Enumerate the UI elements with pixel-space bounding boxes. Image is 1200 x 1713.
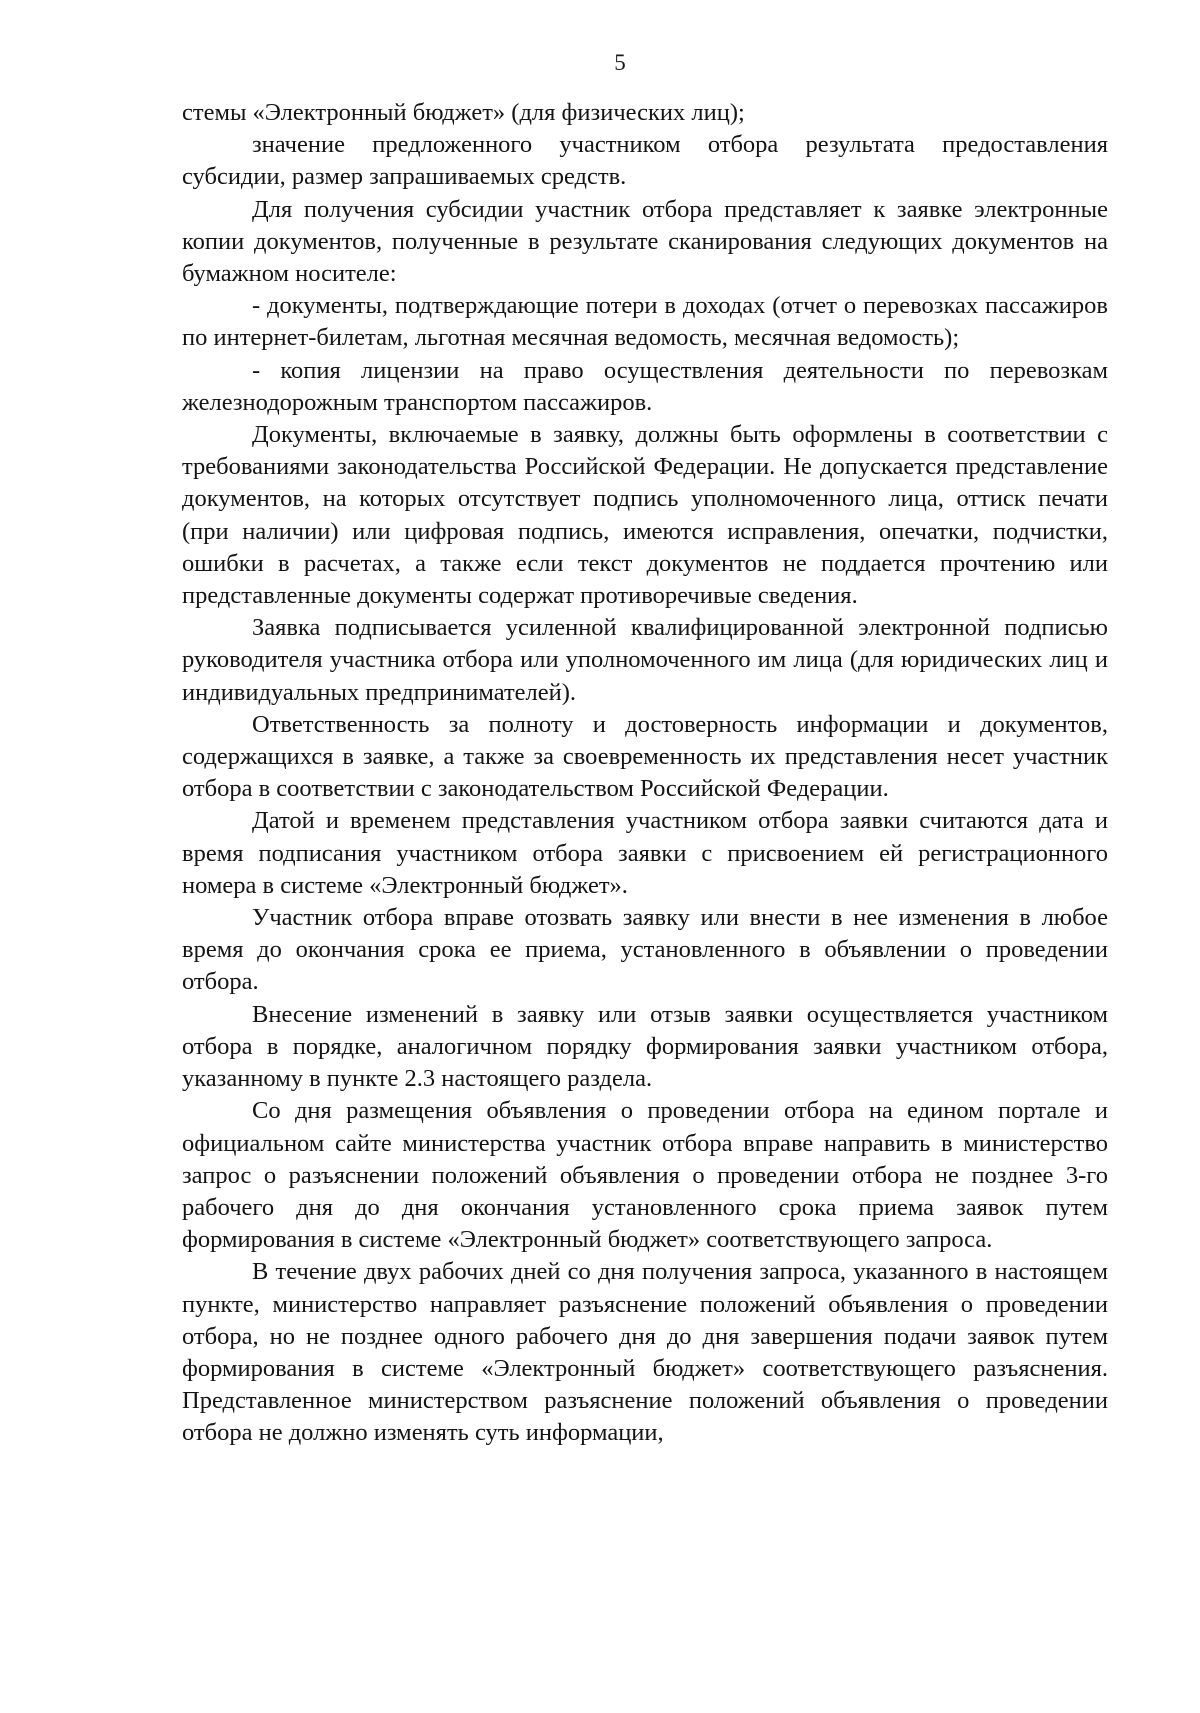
list-item-license-copy: - копия лицензии на право осуществления деятельности по перевозкам железнодорожным транспортом пассажиров.: [182, 356, 1108, 416]
paragraph-clarification-response: В течение двух рабочих дней со дня получения запроса, указанного в настоящем пункте, министерство направляет разъяснение положений объявления о проведении отбора, но не позднее одного рабочего дня до дня завершения подачи заявок путем формирования в системе «Электронный бюджет» соответствующего разъяснения. Представленное министерством разъяснение положений объявления о проведении отбора не должно изменять суть информации,: [182, 1258, 1108, 1447]
page-number: 5: [614, 50, 626, 75]
paragraph-signature: Заявка подписывается усиленной квалифицированной электронной подписью руководителя участника отбора или уполномоченного им лица (для юридических лиц и индивидуальных предпринимателей).: [182, 614, 1108, 706]
paragraph-responsibility: Ответственность за полноту и достоверность информации и документов, содержащихся в заявке, а также за своевременность их представления несет участник отбора в соответствии с законодательством Российской Федерации.: [182, 710, 1108, 803]
paragraph-clarification-request: Со дня размещения объявления о проведении отбора на едином портале и официальном сайте министерства участник отбора вправе направить в министерство запрос о разъяснении положений объявления о проведении отбора не позднее 3-го рабочего дня до дня окончания установленного срока приема заявок путем формирования в системе «Электронный бюджет» соответствующего запроса.: [182, 1097, 1108, 1254]
paragraph-continuation: стемы «Электронный бюджет» (для физических лиц);: [182, 99, 745, 126]
list-item-income-loss-documents: - документы, подтверждающие потери в доходах (отчет о перевозках пассажиров по интернет-билетам, льготная месячная ведомость, месячная ведомость);: [182, 292, 1108, 352]
paragraph-document-requirements: Документы, включаемые в заявку, должны быть оформлены в соответствии с требованиями законодательства Российской Федерации. Не допускается представление документов, на которых отсутствует подпись уполномоченного лица, оттиск печати (при наличии) или цифровая подпись, имеются исправления, опечатки, подчистки, ошибки в расчетах, а также если текст документов не поддается прочтению или представленные документы содержат противоречивые сведения.: [182, 421, 1108, 610]
paragraph-changes: Внесение изменений в заявку или отзыв заявки осуществляется участником отбора в порядке, аналогичном порядку формирования заявки участником отбора, указанному в пункте 2.3 настоящего раздела.: [182, 1000, 1108, 1093]
paragraph-required-documents: Для получения субсидии участник отбора представляет к заявке электронные копии документов, полученные в результате сканирования следующих документов на бумажном носителе:: [182, 195, 1108, 288]
document-body: [182, 97, 1108, 1450]
paragraph-submission-date: Датой и временем представления участником отбора заявки считаются дата и время подписания участником отбора заявки с присвоением ей регистрационного номера в системе «Электронный бюджет».: [182, 807, 1108, 899]
paragraph-withdrawal: Участник отбора вправе отозвать заявку или внести в нее изменения в любое время до окончания срока ее приема, установленного в объявлении о проведении отбора.: [182, 904, 1108, 996]
paragraph-result-value: значение предложенного участником отбора результата предоставления субсидии, размер запрашиваемых средств.: [182, 131, 1108, 191]
